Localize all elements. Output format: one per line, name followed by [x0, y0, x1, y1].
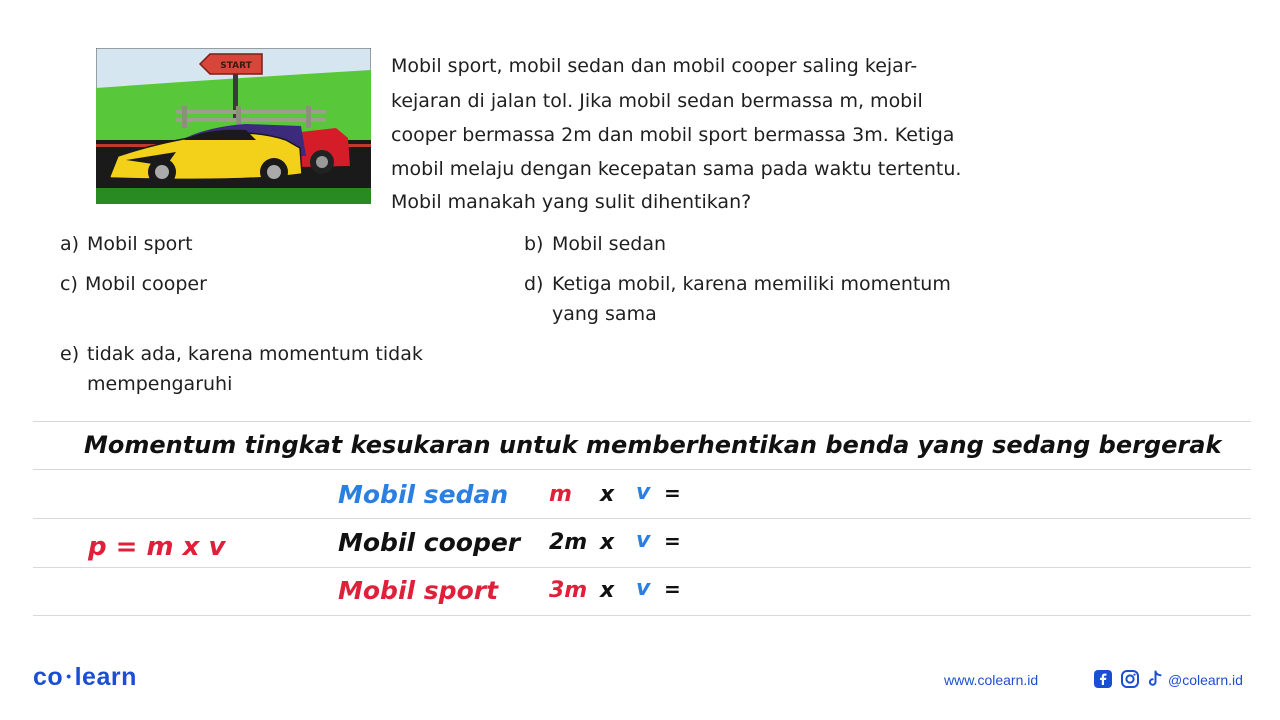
times-sign: x: [600, 482, 615, 507]
mass-value: 3m: [549, 578, 588, 603]
option-text: tidak ada, karena momentum tidak: [87, 343, 423, 365]
option-letter: a): [60, 233, 80, 255]
car-name: Mobil sedan: [338, 480, 509, 509]
mass-value: m: [549, 482, 572, 507]
option-text: Mobil sport: [87, 233, 193, 255]
times-sign: x: [600, 578, 615, 603]
question-line: Mobil manakah yang sulit dihentikan?: [391, 191, 752, 213]
momentum-formula: p = m x v: [88, 532, 226, 562]
equals-sign: =: [664, 577, 681, 601]
race-car-illustration: [96, 48, 371, 204]
facebook-icon[interactable]: [1094, 670, 1112, 688]
brand-dot: •: [66, 668, 72, 684]
instagram-icon[interactable]: [1121, 670, 1139, 688]
velocity-symbol: v: [636, 480, 651, 505]
car-name: Mobil sport: [338, 576, 499, 605]
question-line: kejaran di jalan tol. Jika mobil sedan bermassa m, mobil: [391, 90, 923, 112]
question-line: cooper bermassa 2m dan mobil sport bermassa 3m. Ketiga: [391, 124, 955, 146]
option-text: Ketiga mobil, karena memiliki momentum: [552, 273, 951, 295]
brand-co: co: [33, 663, 64, 691]
brand-learn: learn: [74, 663, 137, 691]
velocity-symbol: v: [636, 576, 651, 601]
tiktok-icon[interactable]: [1146, 670, 1164, 688]
option-letter: c): [60, 273, 78, 295]
option-letter: e): [60, 343, 80, 365]
option-letter: b): [524, 233, 544, 255]
ruled-line: [33, 421, 1251, 422]
velocity-symbol: v: [636, 528, 651, 553]
equals-sign: =: [664, 481, 681, 505]
equals-sign: =: [664, 529, 681, 553]
option-text: Mobil sedan: [552, 233, 667, 255]
social-handle[interactable]: @colearn.id: [1168, 672, 1243, 688]
start-sign-text: START: [220, 61, 252, 71]
car-name: Mobil cooper: [338, 528, 521, 557]
ruled-line: [33, 615, 1251, 616]
option-text-continued: mempengaruhi: [87, 373, 233, 395]
option-text-continued: yang sama: [552, 303, 657, 325]
option-letter: d): [524, 273, 544, 295]
colearn-logo: [33, 663, 137, 692]
times-sign: x: [600, 530, 615, 555]
option-text: Mobil cooper: [85, 273, 207, 295]
ruled-line: [33, 469, 1251, 470]
ruled-line: [33, 518, 1251, 519]
mass-value: 2m: [549, 530, 588, 555]
ruled-line: [33, 567, 1251, 568]
question-line: mobil melaju dengan kecepatan sama pada waktu tertentu.: [391, 158, 962, 180]
momentum-definition: Momentum tingkat kesukaran untuk memberhentikan benda yang sedang bergerak: [84, 431, 1222, 459]
question-line: Mobil sport, mobil sedan dan mobil cooper saling kejar-: [391, 55, 918, 77]
website-link[interactable]: www.colearn.id: [944, 672, 1039, 688]
